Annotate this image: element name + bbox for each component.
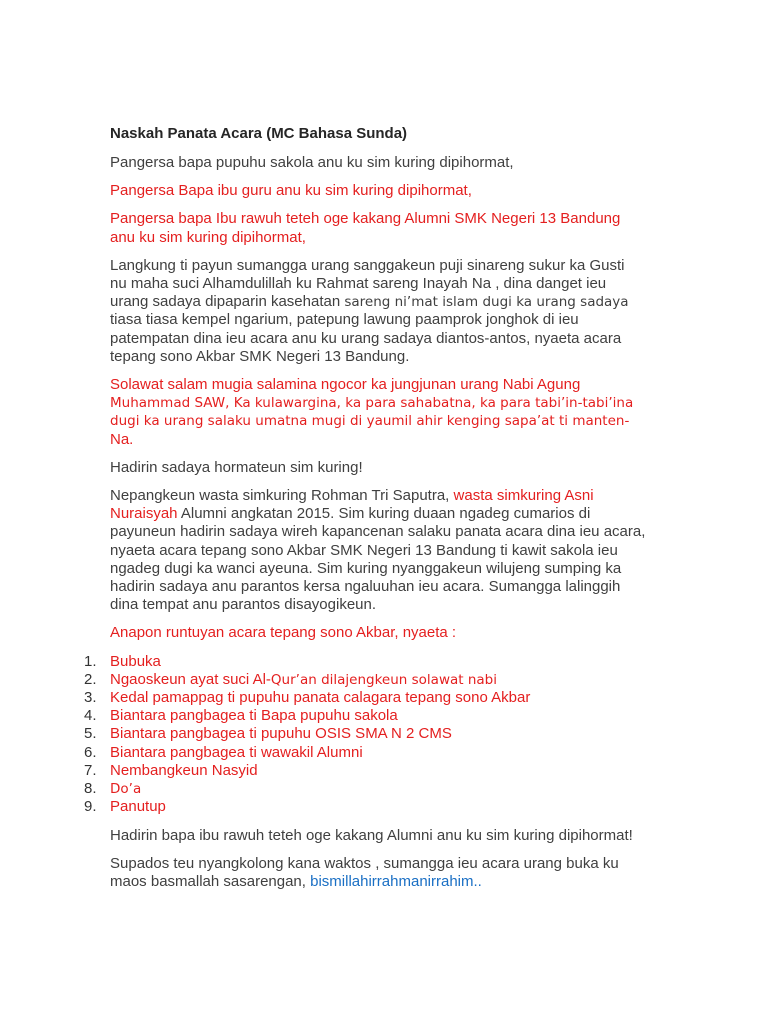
- opening-line-3: [110, 293, 650, 311]
- agenda-item: [84, 652, 650, 671]
- intro-line-6: hadirin sadaya anu parantos kersa ngaluuhan ieu acara. Sumangga lalinggih: [110, 578, 621, 596]
- agenda-item-text: Panutup: [110, 798, 166, 816]
- agenda-item-number: 5.: [84, 725, 97, 743]
- agenda-item-text: Kedal pamappag ti pupuhu panata calagara tepang sono Akbar: [110, 689, 531, 707]
- opening-line-4: tiasa tiasa kempel ngarium, patepung lawung paamprok jonghok di ieu: [110, 311, 579, 329]
- agenda-heading: Anapon runtuyan acara tepang sono Akbar, nyaeta :: [110, 624, 457, 642]
- greeting-teachers: Pangersa Bapa ibu guru anu ku sim kuring dipihormat,: [110, 182, 472, 200]
- opening-paragraph: [110, 257, 650, 366]
- hadirin-greeting: Hadirin sadaya hormateun sim kuring!: [110, 458, 363, 476]
- agenda-item: [84, 798, 650, 816]
- closing-line-2: [110, 873, 650, 891]
- agenda-item-text: Nembangkeun Nasyid: [110, 761, 258, 779]
- agenda-item-text: Biantara pangbagea ti Bapa pupuhu sakola: [110, 707, 398, 725]
- intro-line-4: nyaeta acara tepang sono Akbar SMK Negeri 13 Bandung ti kawit sakola ieu: [110, 541, 618, 559]
- agenda-item: [84, 725, 650, 743]
- intro-line-5: ngadeg dugi ka wanci ayeuna. Sim kuring nyanggakeun wilujeng sumping ka: [110, 559, 622, 577]
- agenda-item-text: Biantara pangbagea ti wawakil Alumni: [110, 743, 363, 761]
- closing-paragraph: [110, 855, 650, 891]
- opening-line-2: nu maha suci Alhamdulillah ku Rahmat sareng Inayah Na , dina danget ieu: [110, 275, 607, 293]
- intro-line-1a: Nepangkeun wasta simkuring Rohman Tri Saputra,: [110, 487, 454, 505]
- agenda-item: [84, 743, 650, 762]
- agenda-item: [84, 707, 650, 725]
- agenda-item-text-b: Qur’an dilajengkeun solawat nabi: [270, 671, 498, 688]
- hadirin-greeting-2: Hadirin bapa ibu rawuh teteh oge kakang Alumni anu ku sim kuring dipihormat!: [110, 826, 633, 844]
- solawat-line-1: Solawat salam mugia salamina ngocor ka jungjunan urang Nabi Agung: [110, 376, 581, 394]
- basmallah-text: bismillahirrahmanirrahim: [310, 872, 474, 890]
- intro-line-1b: wasta simkuring Asni: [453, 487, 594, 505]
- agenda-item-number: 4.: [84, 707, 97, 725]
- agenda-item-number: 2.: [84, 670, 97, 688]
- agenda-item-number: 8.: [84, 780, 97, 798]
- intro-line-2: [110, 505, 650, 523]
- agenda-item-number: 1.: [84, 652, 97, 670]
- document-title: Naskah Panata Acara (MC Bahasa Sunda): [110, 125, 408, 142]
- opening-line-1: Langkung ti payun sumangga urang sanggakeun puji sinareng sukur ka Gusti: [110, 256, 625, 274]
- closing-ellipsis: ..: [473, 872, 482, 890]
- closing-line-2a: maos basmallah sasarengan,: [110, 872, 311, 890]
- opening-line-6: tepang sono Akbar SMK Negeri 13 Bandung.: [110, 347, 410, 365]
- solawat-paragraph: [110, 376, 650, 449]
- agenda-item-text: Do’a: [110, 781, 142, 798]
- intro-line-2a: Nuraisyah: [110, 505, 178, 523]
- solawat-line-3b: Na.: [110, 430, 134, 448]
- greeting-headmaster: Pangersa bapa pupuhu sakola anu ku sim kuring dipihormat,: [110, 154, 514, 171]
- solawat-line-2: Muhammad SAW, Ka kulawargina, ka para sahabatna, ka para tabi’in-tabi’ina: [110, 395, 634, 412]
- intro-line-1: [110, 487, 650, 505]
- intro-line-2b: Alumni angkatan 2015. Sim kuring duaan ngadeg cumarios di: [177, 505, 591, 523]
- introduction-paragraph: [110, 487, 650, 614]
- agenda-item: [84, 761, 650, 780]
- agenda-item: [84, 689, 650, 707]
- agenda-item-text: Ngaoskeun ayat suci Al-: [110, 670, 271, 688]
- intro-line-7: dina tempat anu parantos disayogikeun.: [110, 596, 377, 614]
- agenda-list: [84, 652, 650, 817]
- opening-line-3a: urang sadaya dipaparin kasehatan: [110, 293, 345, 311]
- agenda-item-text: Biantara pangbagea ti pupuhu OSIS SMA N 2 CMS: [110, 725, 452, 743]
- agenda-item-number: 6.: [84, 743, 97, 761]
- agenda-item: [84, 670, 650, 689]
- agenda-item: [84, 780, 650, 798]
- greeting-alumni: [110, 210, 650, 246]
- opening-line-5: patempatan dina ieu acara anu ku urang sadaya diantos-antos, nyaeta acara: [110, 329, 622, 347]
- opening-line-3b: sareng ni’mat islam dugi ka urang sadaya: [344, 294, 629, 311]
- agenda-item-number: 9.: [84, 798, 97, 816]
- solawat-line-3a: dugi ka urang salaku umatna mugi di yaumil ahir kenging sapa’at ti manten-: [110, 413, 630, 430]
- agenda-item-number: 7.: [84, 761, 97, 779]
- closing-line-1: Supados teu nyangkolong kana waktos , sumangga ieu acara urang buka ku: [110, 854, 619, 872]
- solawat-line-3: [110, 412, 650, 448]
- intro-line-3: payuneun hadirin sadaya wireh kapancenan salaku panata acara dina ieu acara,: [110, 523, 646, 541]
- document-content: [84, 124, 650, 901]
- greeting-alumni-line-2: anu ku sim kuring dipihormat,: [110, 228, 306, 246]
- agenda-item-number: 3.: [84, 689, 97, 707]
- agenda-item-text: Bubuka: [110, 652, 161, 670]
- greeting-alumni-line-1: Pangersa bapa Ibu rawuh teteh oge kakang Alumni SMK Negeri 13 Bandung: [110, 210, 621, 228]
